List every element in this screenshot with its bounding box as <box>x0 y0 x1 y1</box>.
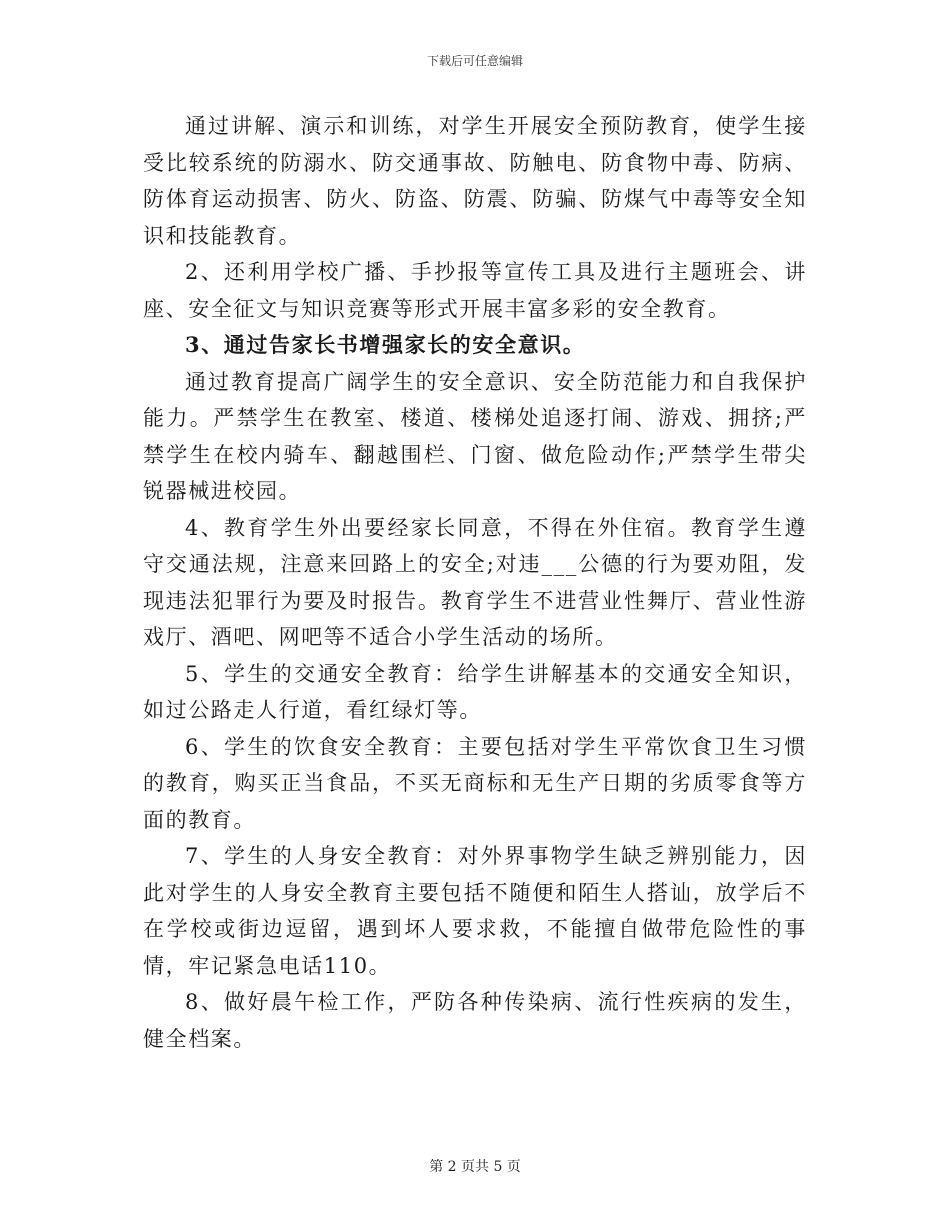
paragraph-item-5-traffic: 5、学生的交通安全教育：给学生讲解基本的交通安全知识，如过公路走人行道，看红绿灯等。 <box>143 661 807 722</box>
paragraph-item-3-heading: 3、通过告家长书增强家长的安全意识。 <box>185 332 586 357</box>
document-body <box>143 108 807 1057</box>
paragraph-item-4-going-out: 4、教育学生外出要经家长同意，不得在外住宿。教育学生遵守交通法规，注意来回路上的安全;对违___公德的行为要劝阻，发现违法犯罪行为要及时报告。教育学生不进营业性舞厅、营业性游戏厅、酒吧、网吧等不适合小学生活动的场所。 <box>143 515 807 649</box>
paragraph-safety-education-intro: 通过讲解、演示和训练，对学生开展安全预防教育，使学生接受比较系统的防溺水、防交通事故、防触电、防食物中毒、防病、防体育运动损害、防火、防盗、防震、防骗、防煤气中毒等安全知识和技能教育。 <box>143 114 807 248</box>
paragraph-item-7-personal-safety: 7、学生的人身安全教育：对外界事物学生缺乏辨别能力，因此对学生的人身安全教育主要包括不随便和陌生人搭讪，放学后不在学校或街边逗留，遇到坏人要求救，不能擅自做带危险性的事情，牢记紧急电话110。 <box>143 844 807 978</box>
page-header: 下载后可任意编辑 <box>426 54 523 68</box>
paragraph-item-6-food: 6、学生的饮食安全教育：主要包括对学生平常饮食卫生习惯的教育，购买正当食品，不买无商标和无生产日期的劣质零食等方面的教育。 <box>143 734 807 832</box>
paragraph-item-8-health-check: 8、做好晨午检工作，严防各种传染病、流行性疾病的发生，健全档案。 <box>143 990 807 1051</box>
page-number: 第 2 页共 5 页 <box>429 1159 521 1175</box>
paragraph-item-2-broadcast: 2、还利用学校广播、手抄报等宣传工具及进行主题班会、讲座、安全征文与知识竞赛等形式开展丰富多彩的安全教育。 <box>143 260 807 321</box>
paragraph-self-protection: 通过教育提高广阔学生的安全意识、安全防范能力和自我保护能力。严禁学生在教室、楼道、楼梯处追逐打闹、游戏、拥挤;严禁学生在校内骑车、翻越围栏、门窗、做危险动作;严禁学生带尖锐器械进校园。 <box>143 369 807 503</box>
